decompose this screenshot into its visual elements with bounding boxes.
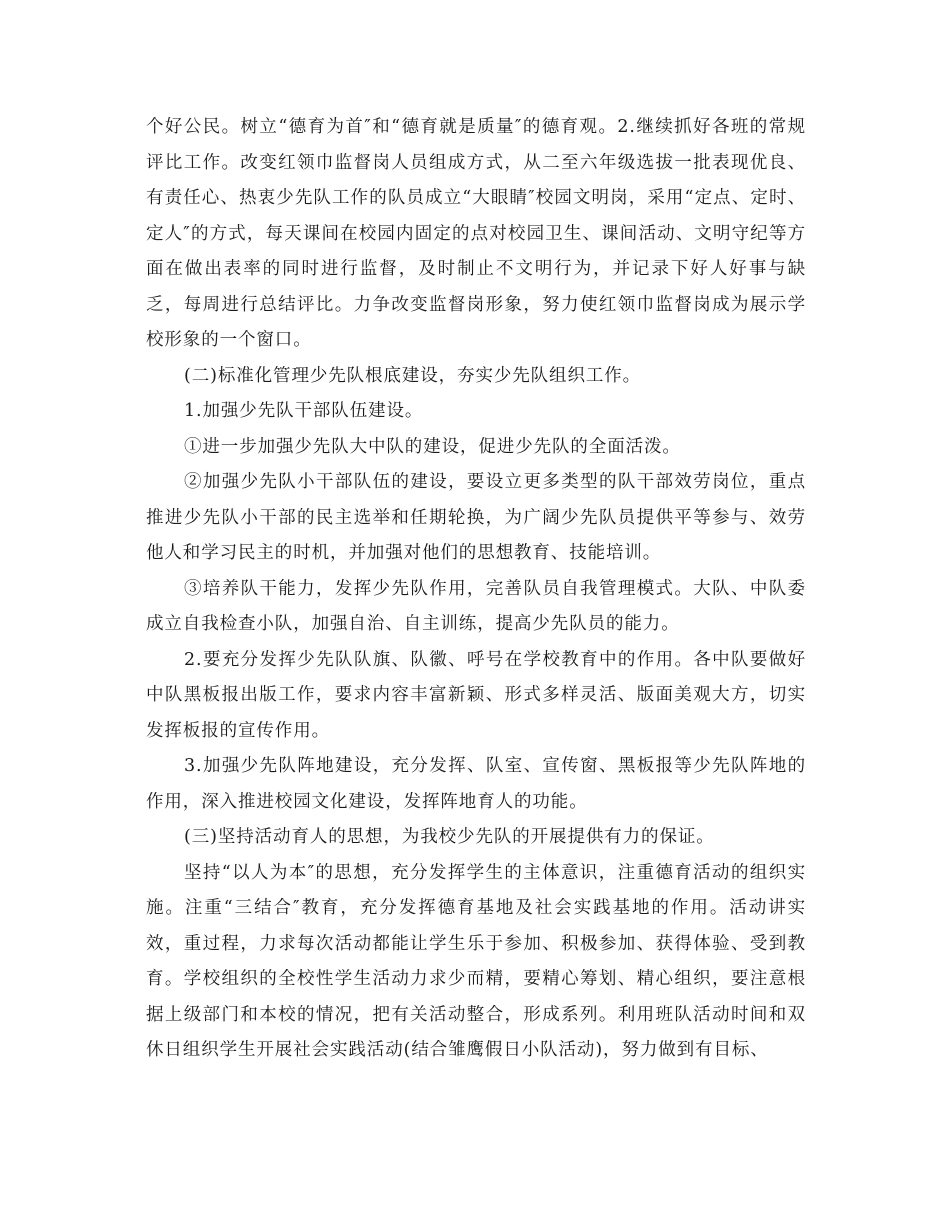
paragraph-7: 2.要充分发挥少先队队旗、队徽、呼号在学校教育中的作用。各中队要做好中队黑板报出版工作，要求内容丰富新颖、形式多样灵活、版面美观大方，切实发挥板报的宣传作用。: [146, 649, 806, 741]
document-body: [146, 110, 806, 1069]
paragraph-6: ③培养队干能力，发挥少先队作用，完善队员自我管理模式。大队、中队委成立自我检查小队，加强自治、自主训练，提高少先队员的能力。: [146, 578, 806, 634]
paragraph-5: ②加强少先队小干部队伍的建设，要设立更多类型的队干部效劳岗位，重点推进少先队小干部的民主选举和任期轮换，为广阔少先队员提供平等参与、效劳他人和学习民主的时机，并加强对他们的思想教育、技能培训。: [146, 472, 806, 563]
paragraph-3: 1.加强少先队干部队伍建设。: [184, 401, 424, 421]
paragraph-9: (三)坚持活动育人的思想，为我校少先队的开展提供有力的保证。: [184, 827, 715, 847]
paragraph-10: 坚持“以人为本″的思想，充分发挥学生的主体意识，注重德育活动的组织实施。注重“三结合″教育，充分发挥德育基地及社会实践基地的作用。活动讲实效，重过程，力求每次活动都能让学生乐于参加、积极参加、获得体验、受到教育。学校组织的全校性学生活动力求少而精，要精心筹划、精心组织，要注意根据上级部门和本校的情况，把有关活动整合，形成系列。利用班队活动时间和双休日组织学生开展社会实践活动(结合雏鹰假日小队活动)，努力做到有目标、: [146, 862, 806, 1060]
paragraph-2: (二)标准化管理少先队根底建设，夯实少先队组织工作。: [184, 365, 642, 386]
paragraph-4: ①进一步加强少先队大中队的建设，促进少先队的全面活泼。: [184, 436, 681, 457]
paragraph-1: 个好公民。树立“德育为首″和“德育就是质量″的德育观。2.继续抓好各班的常规评比工作。改变红领巾监督岗人员组成方式，从二至六年级选拔一批表现优良、有责任心、热衷少先队工作的队员成立“大眼睛″校园文明岗，采用“定点、定时、定人″的方式，每天课间在校园内固定的点对校园卫生、课间活动、文明守纪等方面在做出表率的同时进行监督，及时制止不文明行为，并记录下好人好事与缺乏，每周进行总结评比。力争改变监督岗形象，努力使红领巾监督岗成为展示学校形象的一个窗口。: [146, 117, 806, 350]
paragraph-8: 3.加强少先队阵地建设，充分发挥、队室、宣传窗、黑板报等少先队阵地的作用，深入推进校园文化建设，发挥阵地育人的功能。: [146, 756, 806, 812]
